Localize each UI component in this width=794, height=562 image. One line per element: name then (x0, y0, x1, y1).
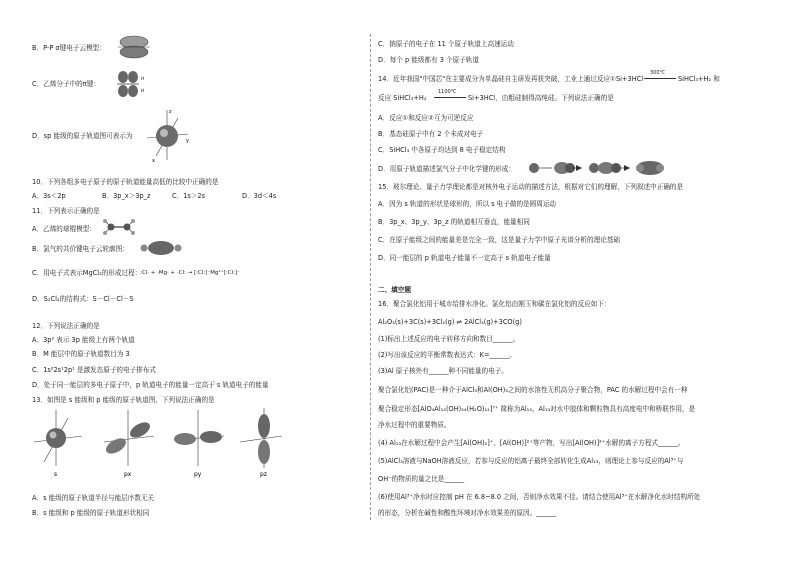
reaction1-arrow (644, 78, 676, 79)
question-14-line2-end: Si+3HCl，由粗硅制得高纯硅。下列说法正确的是 (468, 94, 614, 102)
svg-text:H: H (141, 76, 145, 81)
prev-option-d: D．每个 p 能级都有 3 个原子轨道 (378, 56, 479, 64)
q11-option-a: A．乙烯的球棍模型： (32, 225, 96, 233)
q12-option-a: A．3p² 表示 3p 能级上有两个轨道 (32, 336, 135, 344)
px-label: px (124, 471, 132, 478)
q16-equation: Al₂O₃(s)+3C(s)+3Cl₂(g) ⇌ 2AlCl₃(g)+3CO(g) (378, 318, 522, 326)
q15-option-b: B．3p_x、3p_y、3p_z 的轨道相互垂直，能量相同 (378, 218, 530, 226)
question-14-line1-end: SiHCl₃+H₂ 和 (678, 75, 720, 83)
q14-option-a: A．反应①和反应②互为可逆反应 (378, 114, 474, 122)
q15-option-a: A．因为 s 轨道的形状是球形的，所以 s 电子做的是圆周运动 (378, 200, 557, 208)
question-14-line2: 反应 SiHCl₃+H₂ (378, 94, 427, 102)
q16-part-4: (4) Al₁₃在水解过程中会产生[Al(OH)₂]⁺、[Al(OH)]²⁺等产物，写出[Al(OH)]²⁺水解的离子方程式______。 (378, 439, 685, 447)
q16-part-3: (3)Al 原子核外有______种不同能量的电子。 (378, 367, 508, 375)
pz-label: pz (260, 471, 267, 478)
pz-orbital-image (240, 408, 282, 468)
column-divider (370, 34, 371, 520)
q11-option-c: C．用电子式表示MgCl₂的形成过程： (32, 269, 142, 277)
q16-part-6b: 的形态，分析在碱性和酸性环境对净水效果差的原因。______ (378, 509, 557, 517)
question-11: 11．下列表示正确的是 (32, 207, 100, 215)
ethylene-ball-stick-image (102, 217, 138, 237)
q12-option-c: C．1s²2s¹2p¹ 是激发态原子的电子排布式 (32, 366, 156, 374)
y-axis-label: y (186, 138, 189, 144)
q15-option-c: C．在原子能级之间的能量差是完全一致，这是量子力学中原子光谱分析的理论基础 (378, 236, 620, 244)
question-14-line1: 14．近年我国"中国芯"在主要成分为单晶硅自主研发再获突破，工业上通过反应①Si+3HCl (378, 75, 644, 83)
mgcl2-formation-formula: :Cl· + ·Mg· + ·Cl: → [:Cl:]⁻Mg²⁺[:Cl:]⁻ (140, 270, 240, 276)
px-orbital-image (103, 410, 154, 466)
reaction1-condition: 300℃ (650, 70, 666, 76)
s-p-orbital-diagram (32, 404, 282, 478)
q10-option-a: A．3s＜2p (32, 192, 66, 200)
q16-paragraph-1: 聚合氯化铝(PAC)是一种介于AlCl₃和Al(OH)₃之间的水溶性无机高分子聚合物，PAC 的水解过程中会有一种 (378, 386, 688, 394)
s-orbital-image (34, 410, 82, 466)
q10-option-d: D．3d＜4s (242, 192, 277, 200)
option-b-pp: B．P-P σ键电子云模型： (32, 44, 106, 52)
chlorine-electron-cloud-image (138, 239, 184, 257)
q12-option-d: D．处于同一能层的多电子原子中，p 轨道电子的能量一定高于 s 轨道电子的能量 (32, 381, 269, 389)
chlorine-bond-formation-image (526, 158, 706, 178)
q12-option-b: B．M 能层中的原子轨道数目为 3 (32, 350, 130, 358)
reaction2-condition: 1100℃ (438, 89, 457, 95)
z-axis-label: z (169, 109, 172, 115)
question-15: 15．玻尔理论、量子力学理论都是对核外电子运动的描述方法，根据对它们的理解，下列叙述中正确的是 (378, 183, 684, 191)
q16-part-5b: OH⁻的物质的量之比是______ (378, 475, 465, 483)
prev-option-c: C．钠原子的电子在 11 个原子轨道上高速运动 (378, 40, 514, 48)
option-c-ethylene: C．乙烯分子中的π键： (32, 80, 100, 88)
q16-paragraph-3: 净水过程中的重要物质。 (378, 421, 451, 429)
q10-option-b: B．3p_x＞3p_z (102, 192, 151, 200)
question-13: 13．如图是 s 能级和 p 能级的原子轨道图，下列说法正确的是 (32, 396, 215, 404)
svg-text:H: H (141, 88, 145, 93)
q11-option-b: B．氯气的共价键电子云轮廓图： (32, 245, 129, 253)
question-10: 10．下列各组多电子原子的原子轨道能量高低的比较中正确的是 (32, 178, 219, 186)
section-2-title: 二、填空题 (378, 286, 411, 294)
left-column (32, 34, 367, 542)
py-orbital-image (174, 410, 224, 466)
question-16: 16．聚合氯化铝用于城市给排水净化。氯化铝由刚玉和碳在氯化铝的反应如下： (378, 300, 611, 308)
sp-orbital-image (142, 106, 192, 164)
option-d-sp: D．sp 能级的原子轨道图可表示为 (32, 132, 133, 140)
q16-paragraph-2: 聚合稳定形态[AlO₄Al₁₂(OH)₂₄(H₂O)₁₂]⁷⁺ 简称为Al₁₃，Al₁₃对水中胶体和颗粒物具有高度电中和桥联作用，是 (378, 405, 696, 413)
x-axis-label: x (152, 158, 155, 164)
q16-part-1: (1)标出上述反应的电子转移方向和数目______。 (378, 335, 520, 343)
question-12: 12．下列说法正确的是 (32, 322, 100, 330)
py-label: py (194, 471, 202, 478)
pp-sigma-bond-image (114, 34, 154, 60)
q16-part-2: (2)写出该反应的平衡常数表达式：K=______。 (378, 351, 516, 359)
q16-part-5a: (5)AlCl₃溶液与NaOH溶液反应，若参与反应的铝离子最终全部转化生成Al₁₃，则理论上参与反应的Al³⁺与 (378, 457, 684, 465)
q16-part-6a: (6)使用Al³⁺净水时应控制 pH 在 6.8~8.0 之间，否则净水效果不佳。请结合使用Al³⁺在水解净化水时结构所处 (378, 493, 701, 501)
q13-option-a: A．s 能级的原子轨道半径与能层序数无关 (32, 494, 155, 502)
q15-option-d: D．同一能层的 p 轨道电子能量不一定高于 s 轨道电子能量 (378, 254, 551, 262)
s-label: s (54, 471, 58, 478)
q10-option-c: C．1s＞2s (172, 192, 206, 200)
q13-option-b: B．s 能级和 p 能级的原子轨道形状相同 (32, 509, 150, 517)
reaction2-arrow (434, 97, 466, 98)
q14-option-d: D．用原子轨道描述氯气分子中化学键的形成： (378, 165, 515, 173)
q14-option-c: C．SiHCl₃ 中各原子均达到 8 电子稳定结构 (378, 146, 506, 154)
q11-option-d: D．S₂Cl₂的结构式：S－Cl－Cl－S (32, 295, 134, 303)
ethylene-pi-bond-image (114, 70, 148, 98)
right-column (378, 34, 768, 542)
q14-option-b: B．基态硅原子中有 2 个未成对电子 (378, 130, 484, 138)
